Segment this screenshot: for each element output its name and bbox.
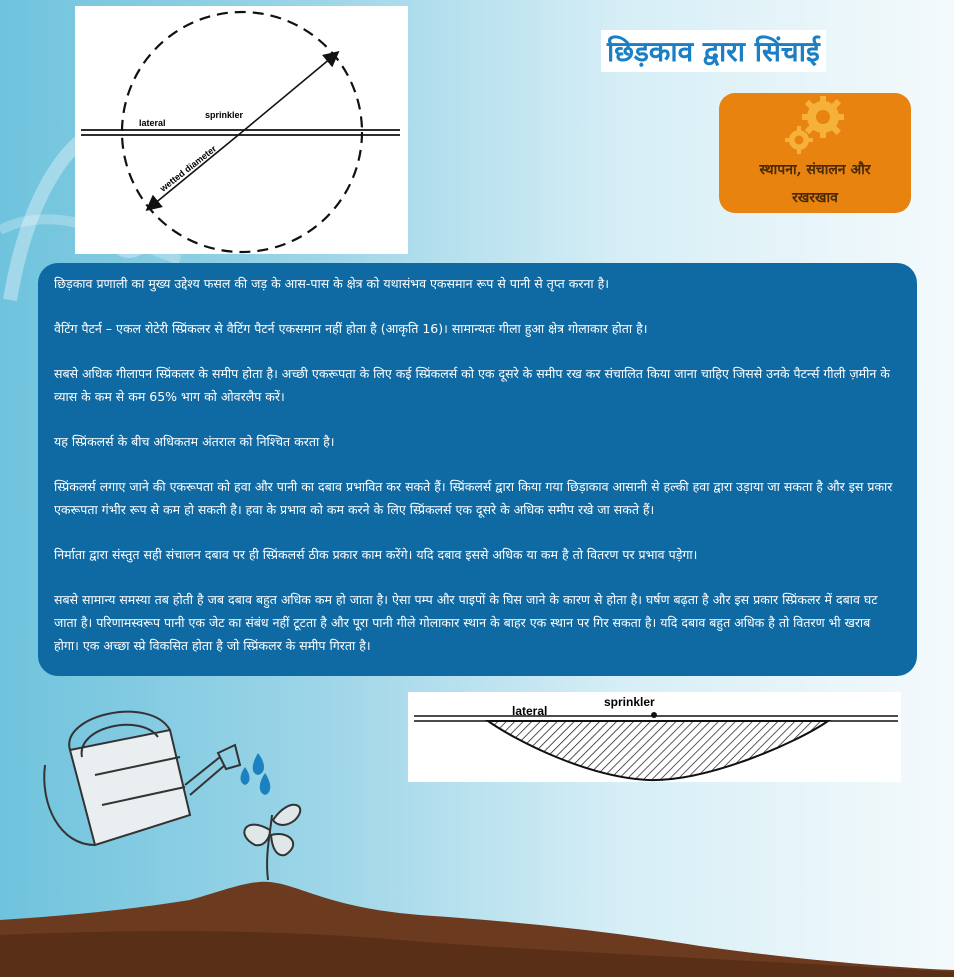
paragraph-wetting-pattern: वैटिंग पैटर्न – एकल रोटेरी स्प्रिंकलर से वैटिंग पैटर्न एकसमान नहीं होता है (आकृति 16)। सामान्यतः गीला हुआ क्षेत्र गोलाकार होता है। (54, 321, 648, 336)
lateral-label: lateral (139, 118, 166, 128)
soil-illustration (0, 860, 954, 977)
paragraph-wind: स्प्रिंकलर्स लगाए जाने की एकरूपता को हवा और पानी का दबाव प्रभावित कर सकते हैं। स्प्रिंकलर्स द्वारा किया गया छिड़ाकाव आसानी से हल्की हवा द्वारा उड़ाया जा सकता है और इस प्रकार एकरूपता गंभीर रूप से कम हो सकती है। हवा के प्रभाव को कम करने के लिए स्प्रिंकलर्स एक दूसरे के अधिक समीप रखे जा सकते हैं। (54, 479, 893, 517)
wetted-circle-diagram (75, 6, 408, 254)
paragraph-low-pressure: सबसे सामान्य समस्या तब होती है जब दबाव बहुत अधिक कम हो जाता है। ऐसा पम्प और पाइपों के घिस जाने के कारण से होता है। घर्षण बढ़ता है और इस प्रकार स्प्रिंकलर में दबाव घट जाता है। परिणामस्वरूप पानी एक जेट का संबंध नहीं टूटता है और पूरा पानी गीले गोलाकार स्थान के बाहर एक स्थान पर गिर सकता है। यदि दबाव बहुत अधिक है तो वितरण भी खराब होगा। एक अच्छा स्प्रे विकसित होता है जो स्प्रिंकलर के समीप गिरता है। (54, 592, 878, 653)
page-title: छिड़काव द्वारा सिंचाई (601, 30, 826, 72)
paragraph-overlap: सबसे अधिक गीलापन स्प्रिंकलर के समीप होता है। अच्छी एकरूपता के लिए कई स्प्रिंकलर्स को एक दूसरे के समीप रख कर संचालित किया जाना चाहिए जिससे उनके पैटर्न्स गीली ज़मीन के व्यास के कम से कम 65% भाग को ओवरलैप करें। (54, 366, 890, 404)
badge-line-1: स्थापना, संचालन और (759, 162, 871, 178)
paragraph-objective: छिड़काव प्रणाली का मुख्य उद्देश्य फसल की जड़ के आस-पास के क्षेत्र को यथासंभव एकसमान रूप से पानी से तृप्त करना है। (54, 276, 610, 291)
content-panel (38, 263, 917, 676)
paragraph-pressure: निर्माता द्वारा संस्तुत सही संचालन दबाव पर ही स्प्रिंकलर्स ठीक प्रकार काम करेंगे। यदि दबाव इससे अधिक या कम है तो वितरण पर प्रभाव पड़ेगा। (54, 547, 698, 562)
sprinkler-label: sprinkler (205, 110, 244, 120)
gears-icon (781, 95, 849, 157)
lateral-label: lateral (512, 704, 548, 718)
wetted-diameter-label: wetted diameter (158, 143, 219, 194)
badge-line-2: रखरखाव (792, 190, 838, 206)
paragraph-spacing: यह स्प्रिंकलर्स के बीच अधिकतम अंतराल को निश्चित करता है। (54, 434, 335, 449)
sprinkler-label: sprinkler (604, 695, 655, 709)
section-badge (719, 93, 911, 213)
wetting-profile-diagram (408, 692, 901, 782)
